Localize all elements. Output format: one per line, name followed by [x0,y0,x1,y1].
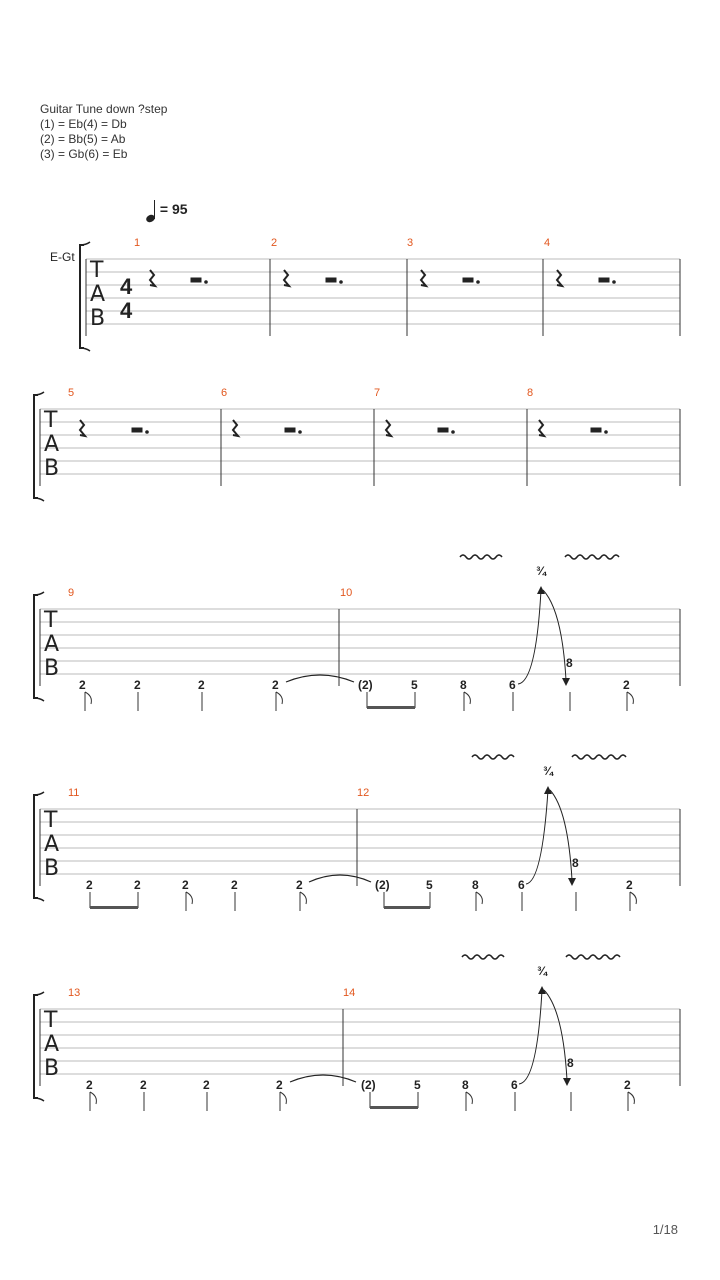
tuning-line: (2) = Bb(5) = Ab [40,132,126,146]
fret-number: 8 [472,878,479,892]
tab-letter: B [44,1056,60,1081]
fret-number: 2 [272,678,279,692]
tab-letter: T [44,608,58,633]
fret-number: (2) [375,878,390,892]
tab-letter: A [44,632,60,657]
instrument-label: E-Gt [50,250,75,264]
tempo-marking [146,200,188,222]
bar-number: 5 [68,387,75,399]
bar-number: 9 [68,587,75,599]
fret-number: 2 [623,678,630,692]
bar-number: 8 [527,387,534,399]
tab-letter: T [90,258,104,283]
tab-letter: A [44,832,60,857]
fret-number: 2 [182,878,189,892]
fret-number: 2 [626,878,633,892]
bar-number: 3 [407,237,414,249]
vibrato-icon [472,755,626,759]
bar-number: 4 [544,237,551,249]
quarter-note-icon [146,200,156,222]
tab-letter: A [90,282,106,307]
tab-staff [0,940,720,1120]
fret-number: 2 [134,678,141,692]
fret-number: 2 [624,1078,631,1092]
fret-number: 6 [518,878,525,892]
fret-number: 8 [462,1078,469,1092]
tab-letter: B [44,856,60,881]
tab-staff [0,740,720,920]
time-signature-top: 4 [120,274,133,299]
tab-letter: T [44,408,58,433]
fret-number: (2) [358,678,373,692]
fret-number: 8 [460,678,467,692]
fret-number: 5 [411,678,418,692]
fret-number: 2 [86,1078,93,1092]
fret-number: 2 [296,878,303,892]
fret-number: 2 [86,878,93,892]
tempo-value: = 95 [159,201,188,217]
page-number: 1/18 [652,1222,678,1237]
tab-system-3 [0,540,720,720]
fret-number: 2 [231,878,238,892]
tuning-title: Guitar Tune down ?step [40,102,168,116]
bar-number: 2 [271,237,278,249]
score-header [40,102,167,162]
bend-amount: ¾ [543,764,554,778]
fret-number: 8 [572,856,579,870]
tab-letter: T [44,1008,58,1033]
tab-staff [0,390,720,505]
fret-number: 5 [426,878,433,892]
fret-number: (2) [361,1078,376,1092]
fret-number: 2 [134,878,141,892]
bar-number: 7 [374,387,381,399]
tab-letter: B [44,456,60,481]
tab-staff [0,240,720,355]
tab-letter: A [44,432,60,457]
bar-number: 6 [221,387,228,399]
fret-number: 2 [198,678,205,692]
tab-letter: B [44,656,60,681]
tab-system-4 [0,740,720,920]
fret-number: 2 [203,1078,210,1092]
vibrato-icon [460,555,619,559]
bar-number: 11 [68,787,80,799]
tab-letter: T [44,808,58,833]
tab-system-2 [0,387,720,505]
fret-number: 6 [511,1078,518,1092]
fret-number: 2 [276,1078,283,1092]
fret-number: 2 [79,678,86,692]
bend-amount: ¾ [537,964,548,978]
tab-system-5 [0,940,720,1120]
fret-number: 2 [140,1078,147,1092]
fret-number: 8 [567,1056,574,1070]
fret-number: 5 [414,1078,421,1092]
tab-letter: B [90,306,106,331]
time-signature-bottom: 4 [120,298,133,323]
vibrato-icon [462,955,620,959]
bar-number: 12 [357,787,370,799]
tuning-line: (1) = Eb(4) = Db [40,117,127,131]
bar-number: 13 [68,987,81,999]
bend-amount: ¾ [536,564,547,578]
bar-number: 1 [134,237,141,249]
bar-number: 10 [340,587,353,599]
fret-number: 6 [509,678,516,692]
tab-system-1 [0,237,720,355]
fret-number: 8 [566,656,573,670]
tab-staff [0,540,720,720]
tuning-line: (3) = Gb(6) = Eb [40,147,128,161]
tab-letter: A [44,1032,60,1057]
bar-number: 14 [343,987,356,999]
